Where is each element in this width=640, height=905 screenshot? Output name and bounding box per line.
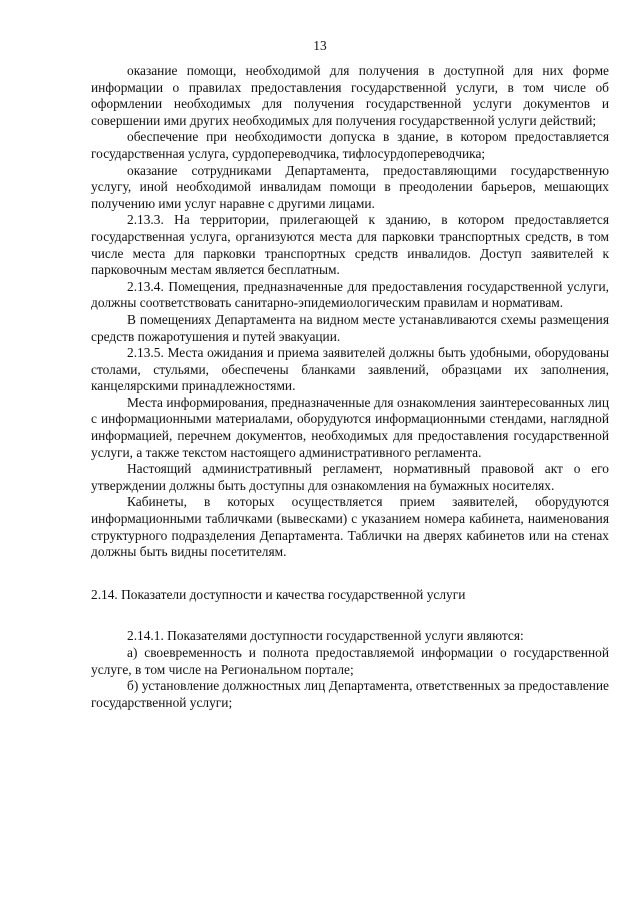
paragraph: Кабинеты, в которых осуществляется прием заявителей, оборудуются информационными табличками (вывесками) с указанием номера кабинета, наименования структурного подразделения Департамента. Таблички на дверях кабинетов или на стенах должны быть видны посетителям. bbox=[91, 494, 609, 560]
paragraph: В помещениях Департамента на видном месте устанавливаются схемы размещения средств пожаротушения и путей эвакуации. bbox=[91, 311, 609, 344]
paragraph: Настоящий административный регламент, нормативный правовой акт о его утверждении должны быть доступны для ознакомления на бумажных носителях. bbox=[91, 461, 609, 493]
page-number: 13 bbox=[313, 38, 327, 53]
paragraph: 2.14.1. Показателями доступности государственной услуги являются: bbox=[127, 628, 524, 644]
paragraph: а) своевременность и полнота предоставляемой информации о государственной услуге, в том числе на Региональном портале; bbox=[91, 645, 609, 677]
document-body bbox=[91, 63, 609, 711]
paragraph: 2.13.3. На территории, прилегающей к зданию, в котором предоставляется государственная услуга, организуются места для парковки транспортных средств, в том числе места для парковки транспортных средств инвалидов. Доступ заявителей к парковочным местам является бесплатным. bbox=[91, 212, 609, 278]
paragraph: 2.13.5. Места ожидания и приема заявителей должны быть удобными, оборудованы столами, стульями, обеспечены бланками заявлений, образцами их заполнения, канцелярскими принадлежностями. bbox=[91, 345, 609, 394]
paragraph: б) установление должностных лиц Департамента, ответственных за предоставление государственной услуги; bbox=[91, 678, 609, 710]
paragraph: Места информирования, предназначенные для ознакомления заинтересованных лиц с информационными материалами, оборудуются информационными стендами, наглядной информацией, перечнем документов, необходимых для предоставления государственной услуги, а также текстом настоящего административного регламента. bbox=[91, 394, 609, 460]
section-heading: 2.14. Показатели доступности и качества государственной услуги bbox=[91, 586, 466, 602]
paragraph: оказание сотрудниками Департамента, предоставляющими государственную услугу, иной необходимой инвалидам помощи в преодолении барьеров, мешающих получению ими услуг наравне с другими лицами. bbox=[91, 162, 609, 211]
paragraph: обеспечение при необходимости допуска в здание, в котором предоставляется государственная услуга, сурдопереводчика, тифлосурдопереводчика; bbox=[91, 129, 609, 161]
paragraph: оказание помощи, необходимой для получения в доступной для них форме информации о правилах предоставления государственной услуги, в том числе об оформлении необходимых для получения государственной услуги документов и совершении ими других необходимых для получения государственной услуги действий; bbox=[91, 63, 609, 128]
paragraph: 2.13.4. Помещения, предназначенные для предоставления государственной услуги, должны соответствовать санитарно-эпидемиологическим правилам и нормативам. bbox=[91, 278, 609, 311]
